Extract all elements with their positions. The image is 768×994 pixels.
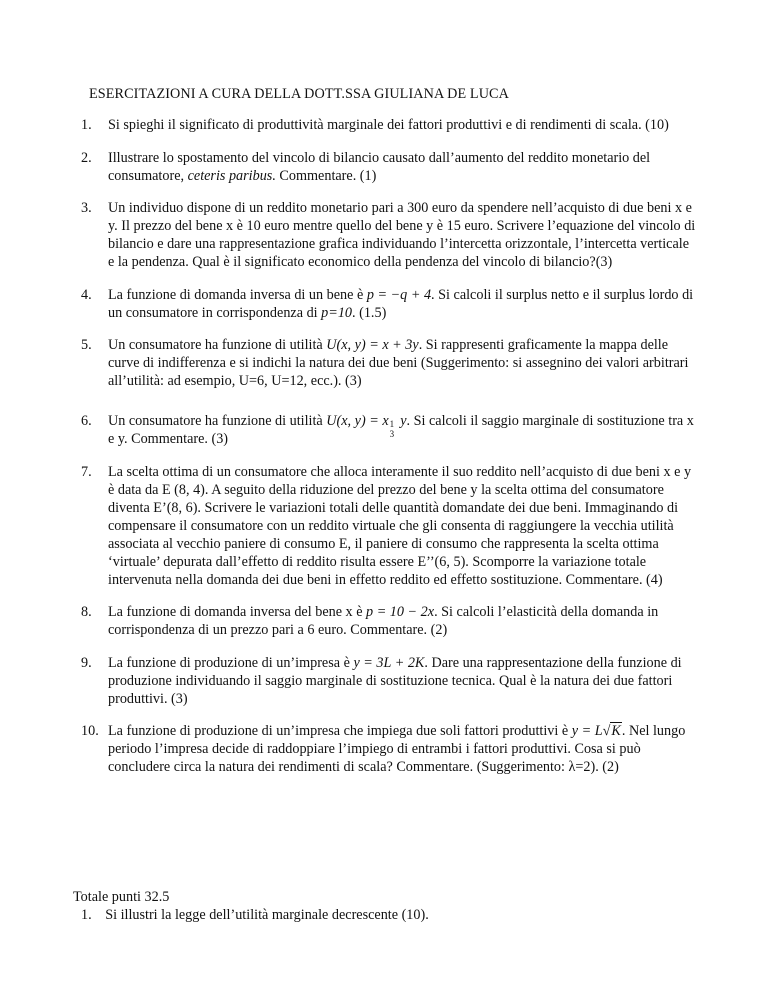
question-text-end: . Dare una rappresentazione della funzione di produzione individuando il saggio marginale di sostituzione tecnica. Qual è la natura dei due fattori produttivi. (3)	[108, 654, 682, 707]
formula: U(x, y) = x + 3y	[326, 337, 419, 353]
page-title: ESERCITAZIONI A CURA DELLA DOTT.SSA GIULIANA DE LUCA	[89, 86, 509, 102]
question-text: La funzione di domanda inversa di un bene è	[108, 286, 367, 303]
question-text: Un consumatore ha funzione di utilità	[108, 337, 327, 353]
question-number: 10.	[81, 723, 99, 739]
formula-tail: y	[400, 413, 407, 429]
question-number: 6.	[81, 413, 92, 429]
question-text-end: . Si calcoli il saggio marginale di sostituzione tra x e y. Commentare. (3)	[108, 413, 694, 447]
question-7	[81, 463, 696, 589]
question-number: 3.	[81, 200, 92, 216]
question-number: 9.	[81, 654, 92, 671]
question-1	[81, 116, 696, 134]
question-text: Si illustri la legge dell’utilità marginale decrescente (10).	[105, 907, 429, 923]
question-number: 7.	[81, 463, 92, 480]
question-text-middle: . Si calcoli il surplus netto e il surplus lordo di un consumatore in corrispondenza di	[108, 286, 694, 321]
question-10	[81, 722, 696, 776]
question-2	[81, 149, 696, 185]
question-8	[81, 603, 696, 639]
formula	[326, 413, 407, 439]
exponent-numerator: 1	[389, 419, 395, 429]
question-text-end: . (1.5)	[352, 304, 387, 321]
question-text: Un individuo dispone di un reddito monetario pari a 300 euro da spendere nell’acquisto di due beni x e y. Il prezzo del bene x è 10 euro mentre quello del bene y è 15 euro. Scrivere l’equazione del vincolo di bilancio e dare una rappresentazione grafica individuando l’intercetta orizzontale, l’intercetta verticale e la pendenza. Qual è il significato economico della pendenza del vincolo di bilancio?(3)	[108, 200, 696, 270]
formula: p = 10 − 2x	[366, 604, 435, 620]
question-9	[81, 654, 696, 708]
question-text-end: . Si rappresenti graficamente la mappa delle curve di indifferenza e si indichi la natura dei due beni (Suggerimento: si assegnino dei valori arbitrari all’utilità: ad esempio, U=6, U=12, ecc.). (3)	[108, 337, 689, 389]
question-text-end: Commentare. (1)	[275, 167, 377, 184]
question-number: 8.	[81, 604, 92, 620]
formula: p = −q + 4	[366, 286, 432, 303]
question-text: Illustrare lo spostamento del vincolo di bilancio causato dall’aumento del reddito monetario del consumatore,	[108, 149, 651, 184]
formula: y = 3L + 2K	[353, 654, 425, 671]
question-5	[81, 336, 696, 390]
question-text: Si spieghi il significato di produttività marginale dei fattori produttivi e di rendimenti di scala. (10)	[108, 117, 669, 133]
question-number: 1.	[81, 907, 92, 923]
total-points: Totale punti 32.5	[73, 889, 170, 905]
question-4	[81, 286, 696, 322]
question-text: La funzione di domanda inversa del bene x è	[108, 604, 367, 620]
question-text-end: . Nel lungo periodo l’impresa decide di raddoppiare l’impiego di entrambi i fattori produttivi. Cosa si può concludere circa la natura dei rendimenti di scala? Commentare. (Suggerimento: λ=2). (2)	[108, 723, 686, 775]
question-text: La funzione di produzione di un’impresa è	[108, 654, 354, 671]
question-text: La scelta ottima di un consumatore che alloca interamente il suo reddito nell’acquisto di due beni x e y è data da E (8, 4). A seguito della riduzione del prezzo del bene y la scelta ottima del consumatore diventa E’(8, 6). Scrivere le variazioni totali delle quantità domandate dei due beni. Immaginando di compensare il consumatore con un reddito virtuale che gli consenta di raggiungere la vecchia utilità associata al vecchio paniere di consumo E, il paniere di consumo che rappresenta la scelta ottima ‘virtuale’ depurata dall’effetto di reddito risulta essere E’’(6, 5). Scomporre la variazione totale intervenuta nella domanda dei due beni in effetto reddito ed effetto sostituzione. Commentare. (4)	[108, 463, 692, 588]
question-number: 1.	[81, 117, 92, 133]
question-italic-text: ceteris paribus.	[187, 167, 276, 184]
formula	[572, 722, 622, 739]
exponent-denominator: 3	[389, 429, 395, 439]
question-number: 2.	[81, 149, 92, 166]
question-text-end: . Si calcoli l’elasticità della domanda in corrispondenza di un prezzo pari a 6 euro. Commentare. (2)	[108, 604, 659, 638]
formula-base: y = L	[571, 723, 603, 739]
question-list	[81, 116, 696, 791]
question-6	[81, 412, 696, 448]
question-text: La funzione di produzione di un’impresa che impiega due soli fattori produttivi è	[108, 723, 572, 739]
question-text: Un consumatore ha funzione di utilità	[108, 413, 327, 429]
formula-radicand: K	[611, 723, 621, 739]
question-number: 5.	[81, 337, 92, 353]
question-3	[81, 199, 696, 271]
extra-question	[81, 906, 429, 924]
question-number: 4.	[81, 286, 92, 303]
sqrt-icon: √	[602, 723, 611, 739]
formula-base: U(x, y) = x	[326, 413, 389, 429]
question-italic-text: p=10	[321, 304, 353, 321]
